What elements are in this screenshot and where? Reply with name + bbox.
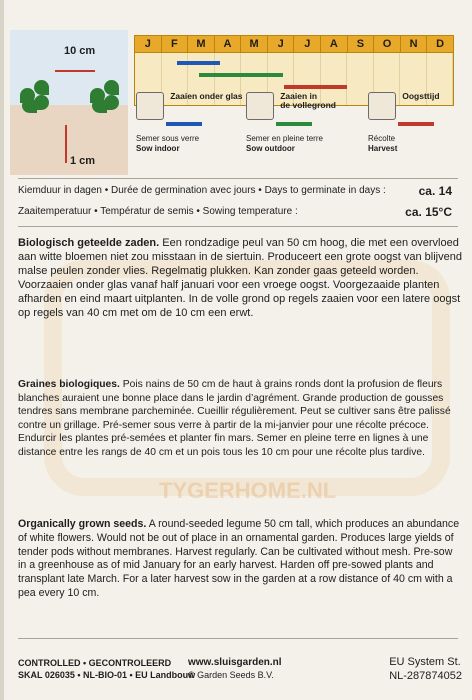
copyright: © Garden Seeds B.V. bbox=[188, 670, 274, 680]
germination-value: ca. 14 bbox=[418, 184, 452, 198]
depth-label: 1 cm bbox=[70, 155, 96, 167]
controlled-label: CONTROLLED • GECONTROLEERD bbox=[18, 658, 172, 668]
temperature-value: ca. 15°C bbox=[405, 205, 452, 219]
temperature-label: Zaaitemperatuur • Températur de semis • Sowing temperature : bbox=[18, 206, 298, 217]
eu-system-label: EU System St. bbox=[389, 656, 461, 668]
description-en-title: Organically grown seeds. bbox=[18, 518, 147, 530]
description-fr-body: Pois nains de 50 cm de haut à grains ronds dont la profusion de fleurs blanches auraient une bonne place dans le jardin d’agrément. Grande production de gousses tendres sans membrane parcheminée. Cueillir régulièrement. Peut se cultiver sans être palissé contre un grillage. Pré-semer sous verre à partir de la mi-janvier pour une récolte précoce. Endurcir les plantes pré-semées et planter fin mars. Semer en pleine terre en lignes à une distance entre les rangs de 40 cm et un pois tous les 10 cm pour une récolte plus tardive. bbox=[18, 379, 451, 458]
month-11: N bbox=[401, 36, 428, 52]
legend-indoor bbox=[136, 91, 243, 153]
legend-harvest bbox=[368, 91, 440, 153]
greenhouse-sowing-icon bbox=[136, 92, 164, 120]
month-2: F bbox=[162, 36, 189, 52]
description-nl-body: Een rondzadige peul van 50 cm hoog, die met een overvloed aan witte bloemen niet zou misstaan in de siertuin. Produceert een grote oogst van blijvend malse peulen zonder vlies. Regelmatig plukken. Kan zonder gaas geteeld worden. Voorzaaien onder glas vanaf half januari voor een vroege oogst. Voorgezaaide planten afharden en eind maart uitplanten. In de volle grond op regels zaaien voor een latere oogst op regels van 40 cm met om de 10 cm een erwt. bbox=[18, 237, 462, 319]
legend-indoor-nl: Zaaien onder glas bbox=[170, 91, 243, 101]
harvest-bar bbox=[284, 85, 348, 89]
divider bbox=[18, 638, 458, 639]
basket-icon bbox=[368, 92, 396, 120]
month-1: J bbox=[135, 36, 162, 52]
outdoor-sowing-icon bbox=[246, 92, 274, 120]
plant-icon bbox=[20, 80, 52, 112]
month-8: A bbox=[321, 36, 348, 52]
legend-indoor-en: Sow indoor bbox=[136, 144, 180, 153]
month-6: J bbox=[268, 36, 295, 52]
legend-outdoor-fr: Semer en pleine terre bbox=[246, 134, 323, 143]
eu-system-number: NL-287874052 bbox=[389, 670, 462, 682]
legend-indoor-fr: Semer sous verre bbox=[136, 134, 200, 143]
depth-arrow bbox=[65, 125, 67, 163]
legend-outdoor-en: Sow outdoor bbox=[246, 144, 295, 153]
month-10: O bbox=[374, 36, 401, 52]
month-7: J bbox=[294, 36, 321, 52]
harvest-swatch bbox=[398, 122, 434, 126]
skal-number: SKAL 026035 • NL-BIO-01 • EU Landbouw bbox=[18, 670, 196, 680]
indoor-swatch bbox=[166, 122, 202, 126]
germination-label: Kiemduur in dagen • Durée de germination avec jours • Days to germinate in days : bbox=[18, 185, 386, 196]
divider bbox=[18, 226, 458, 227]
month-header bbox=[134, 35, 454, 53]
month-5: M bbox=[241, 36, 268, 52]
month-9: S bbox=[348, 36, 375, 52]
outdoor-swatch bbox=[276, 122, 312, 126]
month-4: A bbox=[215, 36, 242, 52]
row-distance-arrow bbox=[55, 70, 95, 72]
calendar-legend bbox=[136, 92, 454, 176]
indoor-sowing-bar bbox=[177, 61, 219, 65]
row-distance-label: 10 cm bbox=[64, 45, 96, 57]
legend-outdoor-nl-2: de vollegrond bbox=[280, 100, 336, 110]
description-fr-title: Graines biologiques. bbox=[18, 379, 120, 390]
month-3: M bbox=[188, 36, 215, 52]
spacing-diagram bbox=[10, 30, 128, 178]
legend-outdoor bbox=[246, 91, 336, 153]
website-link[interactable]: www.sluisgarden.nl bbox=[188, 657, 282, 668]
legend-harvest-en: Harvest bbox=[368, 144, 398, 153]
month-12: D bbox=[436, 38, 445, 50]
description-nl bbox=[18, 236, 462, 320]
divider bbox=[18, 178, 458, 179]
soil-area bbox=[10, 105, 128, 175]
description-fr bbox=[18, 378, 462, 460]
watermark: TYGERHOME.NL bbox=[159, 478, 337, 503]
legend-harvest-nl: Oogsttijd bbox=[402, 91, 440, 101]
legend-outdoor-nl-1: Zaaien in bbox=[280, 91, 318, 101]
plant-icon bbox=[90, 80, 122, 112]
legend-harvest-fr: Récolte bbox=[368, 134, 396, 143]
description-nl-title: Biologisch geteelde zaden. bbox=[18, 237, 160, 249]
footer bbox=[18, 645, 462, 693]
outdoor-sowing-bar bbox=[199, 73, 284, 77]
description-en-body: A round-seeded legume 50 cm tall, which produces an abundance of white flowers. Would not be out of place in an ornamental garden. Produces large yields of tender pods without membranes. Harvest regularly. Can be cultivated without mesh. Pre-sow in a greenhouse as of mid January for an early harvest. Harden off pre-sowed plants and transplant late March. For a later harvest sow in the garden at a row distance of 40 cm with a pea every 10 cm. bbox=[18, 518, 460, 599]
description-en bbox=[18, 518, 462, 601]
